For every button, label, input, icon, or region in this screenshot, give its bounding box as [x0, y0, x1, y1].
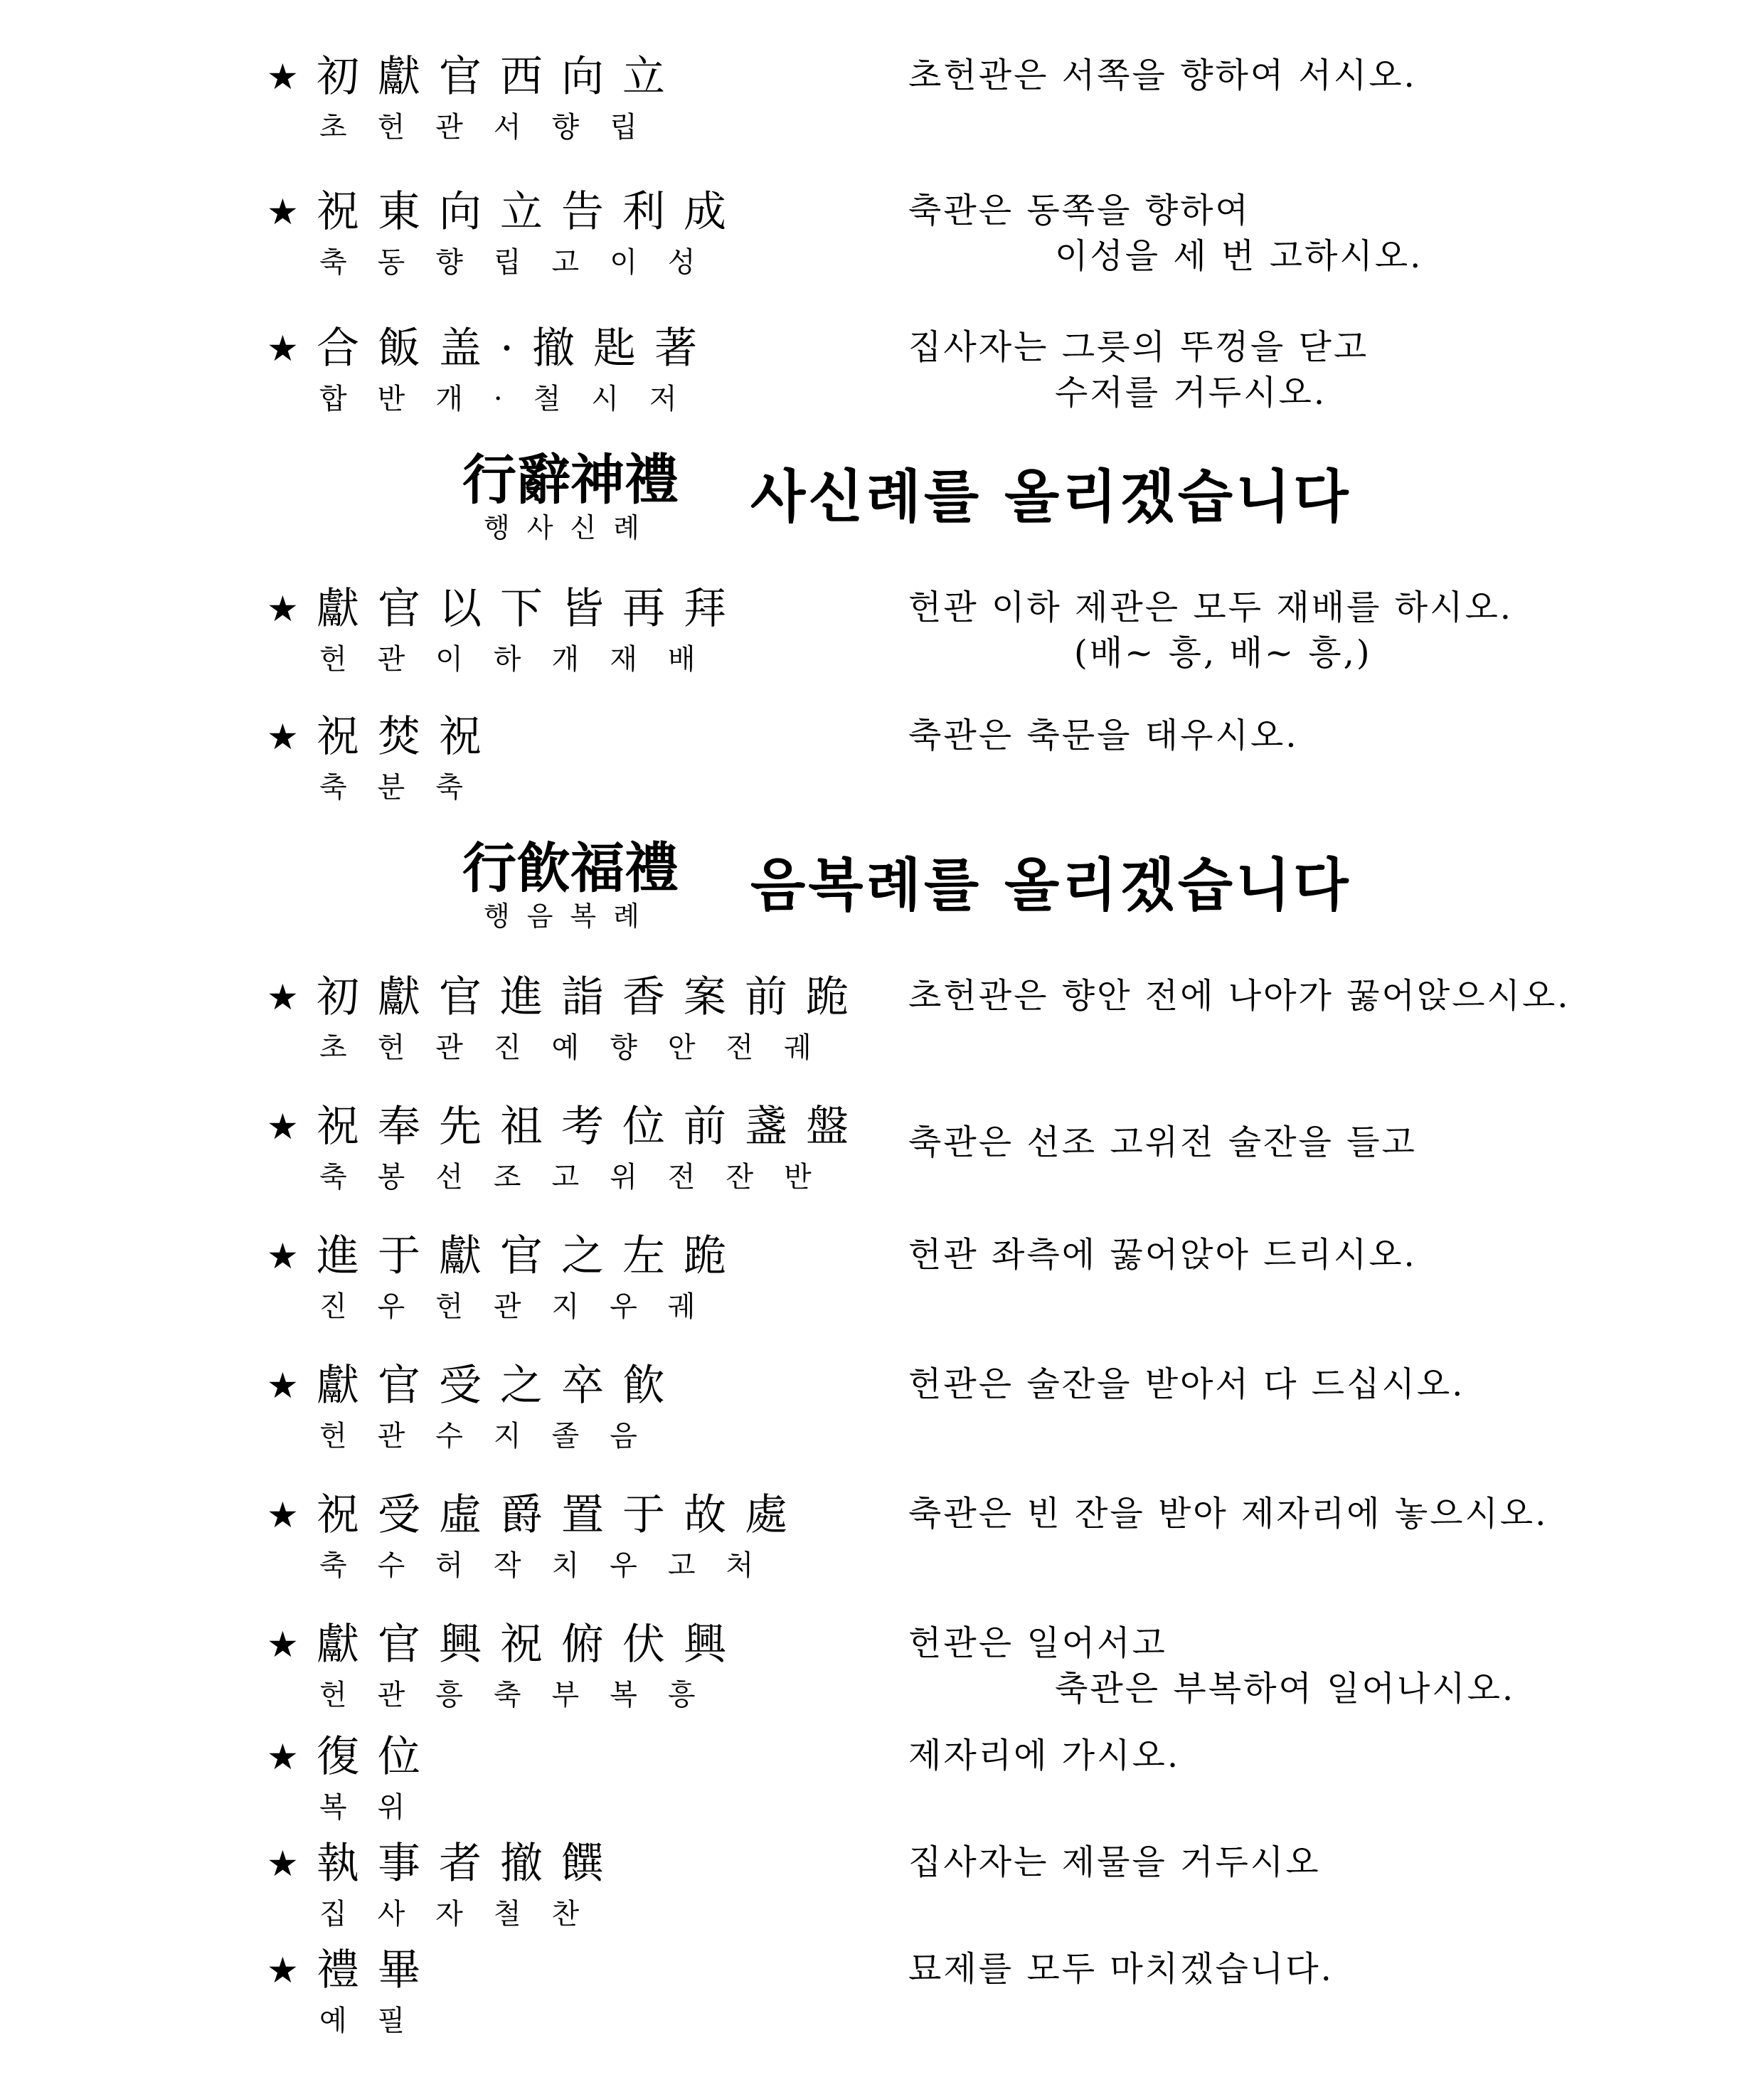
entry-translation-continued: (배~ 흥, 배~ 흥,)	[1074, 633, 1372, 673]
entry-hanja: 合飯盖·撤匙著	[317, 324, 716, 373]
star-icon: ★	[267, 191, 299, 233]
star-icon: ★	[267, 1494, 299, 1536]
star-icon: ★	[267, 1624, 299, 1665]
entry-hanja: 初獻官西向立	[317, 52, 684, 102]
ritual-entry	[267, 186, 1618, 307]
heading-korean: 사신례를 올리겠습니다	[750, 463, 1351, 530]
entry-translation: 초헌관은 서쪽을 향하여 서시오.	[908, 55, 1417, 95]
entry-hanja: 復位	[317, 1732, 439, 1782]
ritual-entry	[267, 1489, 1618, 1610]
ritual-entry	[267, 583, 1618, 704]
entry-translation: 헌관 이하 제관은 모두 재배를 하시오.	[908, 588, 1514, 627]
entry-reading: 헌관흥축부복흥	[319, 1679, 726, 1711]
star-icon: ★	[267, 716, 299, 758]
entry-translation: 헌관은 일어서고	[908, 1623, 1167, 1663]
star-icon: ★	[267, 1736, 299, 1778]
entry-translation: 초헌관은 향안 전에 나아가 꿇어앉으시오.	[908, 976, 1571, 1016]
entry-reading: 축분축	[319, 771, 494, 804]
section-heading	[0, 837, 1764, 943]
entry-translation-continued: 축관은 부복하여 일어나시오.	[1055, 1669, 1516, 1709]
star-icon: ★	[267, 1106, 299, 1147]
star-icon: ★	[267, 1236, 299, 1277]
entry-translation: 축관은 축문을 태우시오.	[908, 716, 1299, 755]
entry-translation: 축관은 동쪽을 향하여	[908, 191, 1250, 230]
ritual-entry	[267, 1231, 1618, 1351]
entry-reading: 복위	[319, 1791, 436, 1824]
entry-hanja: 初獻官進詣香案前跪	[317, 972, 867, 1022]
heading-reading: 행사신례	[484, 512, 657, 543]
heading-reading: 행음복례	[484, 901, 657, 932]
entry-reading: 합반개·철시저	[319, 383, 708, 415]
entry-hanja: 進于獻官之左跪	[317, 1231, 745, 1281]
entry-translation: 집사자는 제물을 거두시오	[908, 1842, 1321, 1882]
entry-translation-continued: 수저를 거두시오.	[1055, 373, 1327, 413]
entry-reading: 헌관수지졸음	[319, 1420, 668, 1453]
entry-hanja: 獻官興祝俯伏興	[317, 1620, 745, 1669]
ritual-entry	[267, 1838, 1618, 1959]
entry-hanja: 祝東向立告利成	[317, 187, 745, 237]
entry-reading: 예필	[319, 2004, 436, 2037]
ritual-entry	[267, 1731, 1618, 1852]
entry-hanja: 祝奉先祖考位前盞盤	[317, 1102, 867, 1152]
star-icon: ★	[267, 56, 299, 97]
entry-reading: 진우헌관지우궤	[319, 1290, 726, 1323]
ritual-entry	[267, 1360, 1618, 1481]
ritual-entry	[267, 323, 1618, 444]
ritual-entry	[267, 711, 1618, 832]
entry-hanja: 獻官受之卒飮	[317, 1361, 684, 1411]
entry-hanja: 執事者撤饌	[317, 1839, 622, 1889]
heading-hanja: 行飮福禮	[462, 837, 679, 900]
star-icon: ★	[267, 977, 299, 1018]
entry-reading: 집사자철찬	[319, 1898, 610, 1931]
star-icon: ★	[267, 588, 299, 630]
entry-hanja: 祝焚祝	[317, 712, 500, 762]
star-icon: ★	[267, 1843, 299, 1884]
entry-reading: 초헌관진예향안전궤	[319, 1031, 842, 1064]
entry-hanja: 祝受虛爵置于故處	[317, 1490, 806, 1540]
heading-hanja: 行辭神禮	[462, 448, 679, 511]
entry-reading: 축동향립고이성	[319, 246, 726, 279]
ritual-entry	[267, 1101, 1618, 1222]
ritual-entry	[267, 1619, 1618, 1740]
ritual-entry	[267, 1945, 1618, 2066]
entry-reading: 초헌관서향립	[319, 111, 668, 144]
entry-translation: 제자리에 가시오.	[908, 1736, 1181, 1775]
entry-translation: 축관은 빈 잔을 받아 제자리에 놓으시오.	[908, 1494, 1548, 1534]
ritual-entry	[267, 972, 1618, 1093]
entry-translation: 헌관 좌측에 꿇어앉아 드리시오.	[908, 1235, 1417, 1275]
ritual-entry	[267, 51, 1618, 172]
entry-reading: 축수허작치우고처	[319, 1549, 785, 1582]
entry-translation: 묘제를 모두 마치겠습니다.	[908, 1949, 1334, 1989]
star-icon: ★	[267, 328, 299, 369]
star-icon: ★	[267, 1365, 299, 1406]
entry-translation-continued: 이성을 세 번 고하시오.	[1055, 236, 1423, 276]
entry-translation: 축관은 선조 고위전 술잔을 들고	[908, 1122, 1417, 1162]
entry-translation: 집사자는 그릇의 뚜껑을 닫고	[908, 327, 1369, 367]
entry-hanja: 禮畢	[317, 1945, 439, 1995]
entry-translation: 헌관은 술잔을 받아서 다 드십시오.	[908, 1364, 1465, 1404]
heading-korean: 음복례를 올리겠습니다	[750, 851, 1351, 918]
section-heading	[0, 448, 1764, 555]
entry-reading: 축봉선조고위전잔반	[319, 1161, 842, 1194]
star-icon: ★	[267, 1950, 299, 1991]
entry-reading: 헌관이하개재배	[319, 643, 726, 676]
entry-hanja: 獻官以下皆再拜	[317, 584, 745, 634]
